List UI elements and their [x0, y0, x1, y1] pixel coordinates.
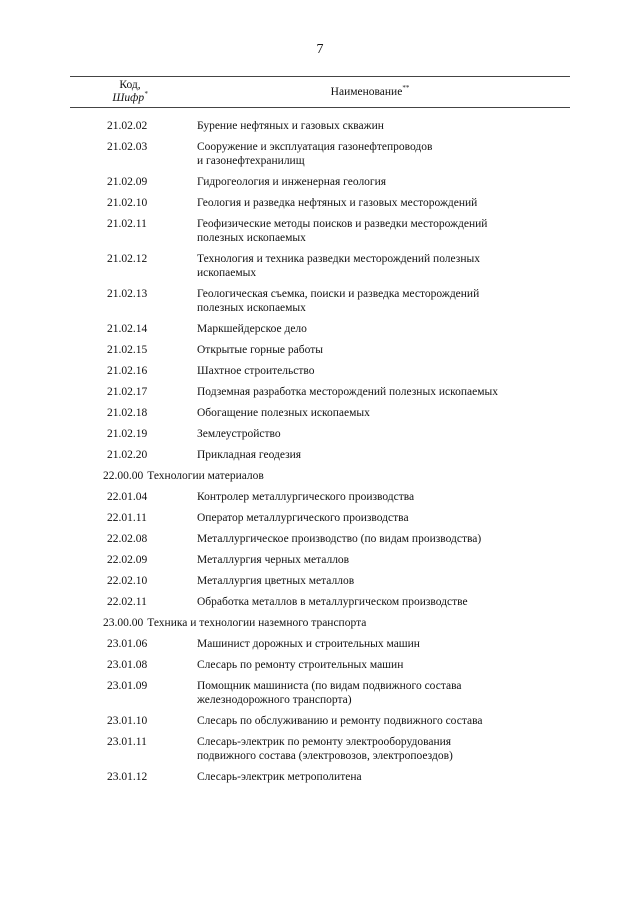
row-code: 23.01.06: [107, 638, 148, 650]
table-body: [103, 119, 577, 791]
row-code: 21.02.17: [107, 386, 148, 398]
table-row: [107, 735, 577, 763]
code-header-line2: [100, 92, 160, 105]
table-row: [107, 679, 577, 707]
table-row: [107, 196, 577, 210]
table-row: [107, 714, 577, 728]
name-header-label: Наименование: [330, 86, 403, 98]
row-name: Геологическая съемка, поиски и разведка месторождений полезных ископаемых: [197, 288, 480, 314]
row-code: 22.00.00: [103, 470, 144, 482]
table-row: [107, 637, 577, 651]
row-name: Слесарь по обслуживанию и ремонту подвижного состава: [197, 715, 483, 727]
row-code: 23.01.12: [107, 771, 148, 783]
row-name: Подземная разработка месторождений полезных ископаемых: [197, 386, 498, 398]
row-name: Сооружение и эксплуатация газонефтепроводов и газонефтехранилищ: [197, 141, 433, 167]
row-name: Машинист дорожных и строительных машин: [197, 638, 420, 650]
row-name: Прикладная геодезия: [197, 449, 302, 461]
table-row: [107, 448, 577, 462]
row-code: 22.01.11: [107, 512, 147, 524]
row-name: Контролер металлургического производства: [197, 491, 415, 503]
row-code: 21.02.16: [107, 365, 148, 377]
row-name: Гидрогеология и инженерная геология: [197, 176, 387, 188]
table-row: [107, 252, 577, 280]
table-row: [107, 658, 577, 672]
row-name: Техника и технологии наземного транспорта: [147, 617, 367, 629]
row-code: 21.02.10: [107, 197, 148, 209]
table-row: [107, 343, 577, 357]
row-name: Землеустройство: [197, 428, 281, 440]
table-row: [107, 532, 577, 546]
table-row: [107, 140, 577, 168]
table-row: [107, 511, 577, 525]
row-code: 21.02.02: [107, 120, 148, 132]
table-row: [107, 364, 577, 378]
code-column-header: [100, 79, 160, 105]
row-code: 21.02.03: [107, 141, 148, 153]
row-code: 21.02.11: [107, 218, 147, 230]
table-header: [70, 76, 570, 108]
row-code: 23.00.00: [103, 617, 144, 629]
row-name: Обработка металлов в металлургическом производстве: [197, 596, 468, 608]
row-code: 21.02.12: [107, 253, 148, 265]
table-row: [107, 287, 577, 315]
row-code: 21.02.18: [107, 407, 148, 419]
row-code: 21.02.20: [107, 449, 148, 461]
name-column-header: [190, 86, 550, 98]
table-row: [107, 406, 577, 420]
row-name: Металлургия цветных металлов: [197, 575, 355, 587]
table-row: [107, 770, 577, 784]
section-row: [103, 469, 577, 483]
section-row: [103, 616, 577, 630]
name-header-footnote-mark: **: [402, 84, 410, 93]
row-name: Металлургия черных металлов: [197, 554, 350, 566]
row-name: Геология и разведка нефтяных и газовых месторождений: [197, 197, 478, 209]
table-row: [107, 119, 577, 133]
row-name: Слесарь-электрик по ремонту электрооборудования подвижного состава (электровозов, электропоездов): [197, 736, 453, 762]
table-row: [107, 385, 577, 399]
code-header-label: Шифр: [112, 92, 145, 104]
page-number: 7: [316, 42, 324, 57]
row-name: Открытые горные работы: [197, 344, 323, 356]
row-code: 21.02.09: [107, 176, 148, 188]
table-row: [107, 553, 577, 567]
row-code: 22.01.04: [107, 491, 148, 503]
row-code: 22.02.09: [107, 554, 148, 566]
table-row: [107, 322, 577, 336]
row-name: Слесарь-электрик метрополитена: [197, 771, 362, 783]
row-name: Помощник машиниста (по видам подвижного состава железнодорожного транспорта): [197, 680, 462, 706]
row-code: 21.02.14: [107, 323, 148, 335]
row-name: Слесарь по ремонту строительных машин: [197, 659, 404, 671]
table-row: [107, 574, 577, 588]
table-row: [107, 217, 577, 245]
row-name: Оператор металлургического производства: [197, 512, 409, 524]
row-code: 21.02.13: [107, 288, 148, 300]
row-code: 21.02.19: [107, 428, 148, 440]
row-name: Шахтное строительство: [197, 365, 315, 377]
table-row: [107, 595, 577, 609]
row-code: 23.01.09: [107, 680, 148, 692]
row-code: 23.01.11: [107, 736, 147, 748]
row-code: 22.02.11: [107, 596, 147, 608]
row-name: Металлургическое производство (по видам производства): [197, 533, 482, 545]
code-header-footnote-mark: *: [144, 90, 148, 99]
row-code: 21.02.15: [107, 344, 148, 356]
row-name: Обогащение полезных ископаемых: [197, 407, 370, 419]
row-code: 23.01.10: [107, 715, 148, 727]
row-name: Геофизические методы поисков и разведки месторождений полезных ископаемых: [197, 218, 488, 244]
code-header-line1: Код,: [119, 79, 141, 91]
row-code: 22.02.10: [107, 575, 148, 587]
row-code: 23.01.08: [107, 659, 148, 671]
row-code: 22.02.08: [107, 533, 148, 545]
table-row: [107, 175, 577, 189]
row-name: Бурение нефтяных и газовых скважин: [197, 120, 384, 132]
row-name: Маркшейдерское дело: [197, 323, 307, 335]
row-name: Технологии материалов: [147, 470, 264, 482]
row-name: Технология и техника разведки месторождений полезных ископаемых: [197, 253, 480, 279]
table-row: [107, 490, 577, 504]
table-row: [107, 427, 577, 441]
